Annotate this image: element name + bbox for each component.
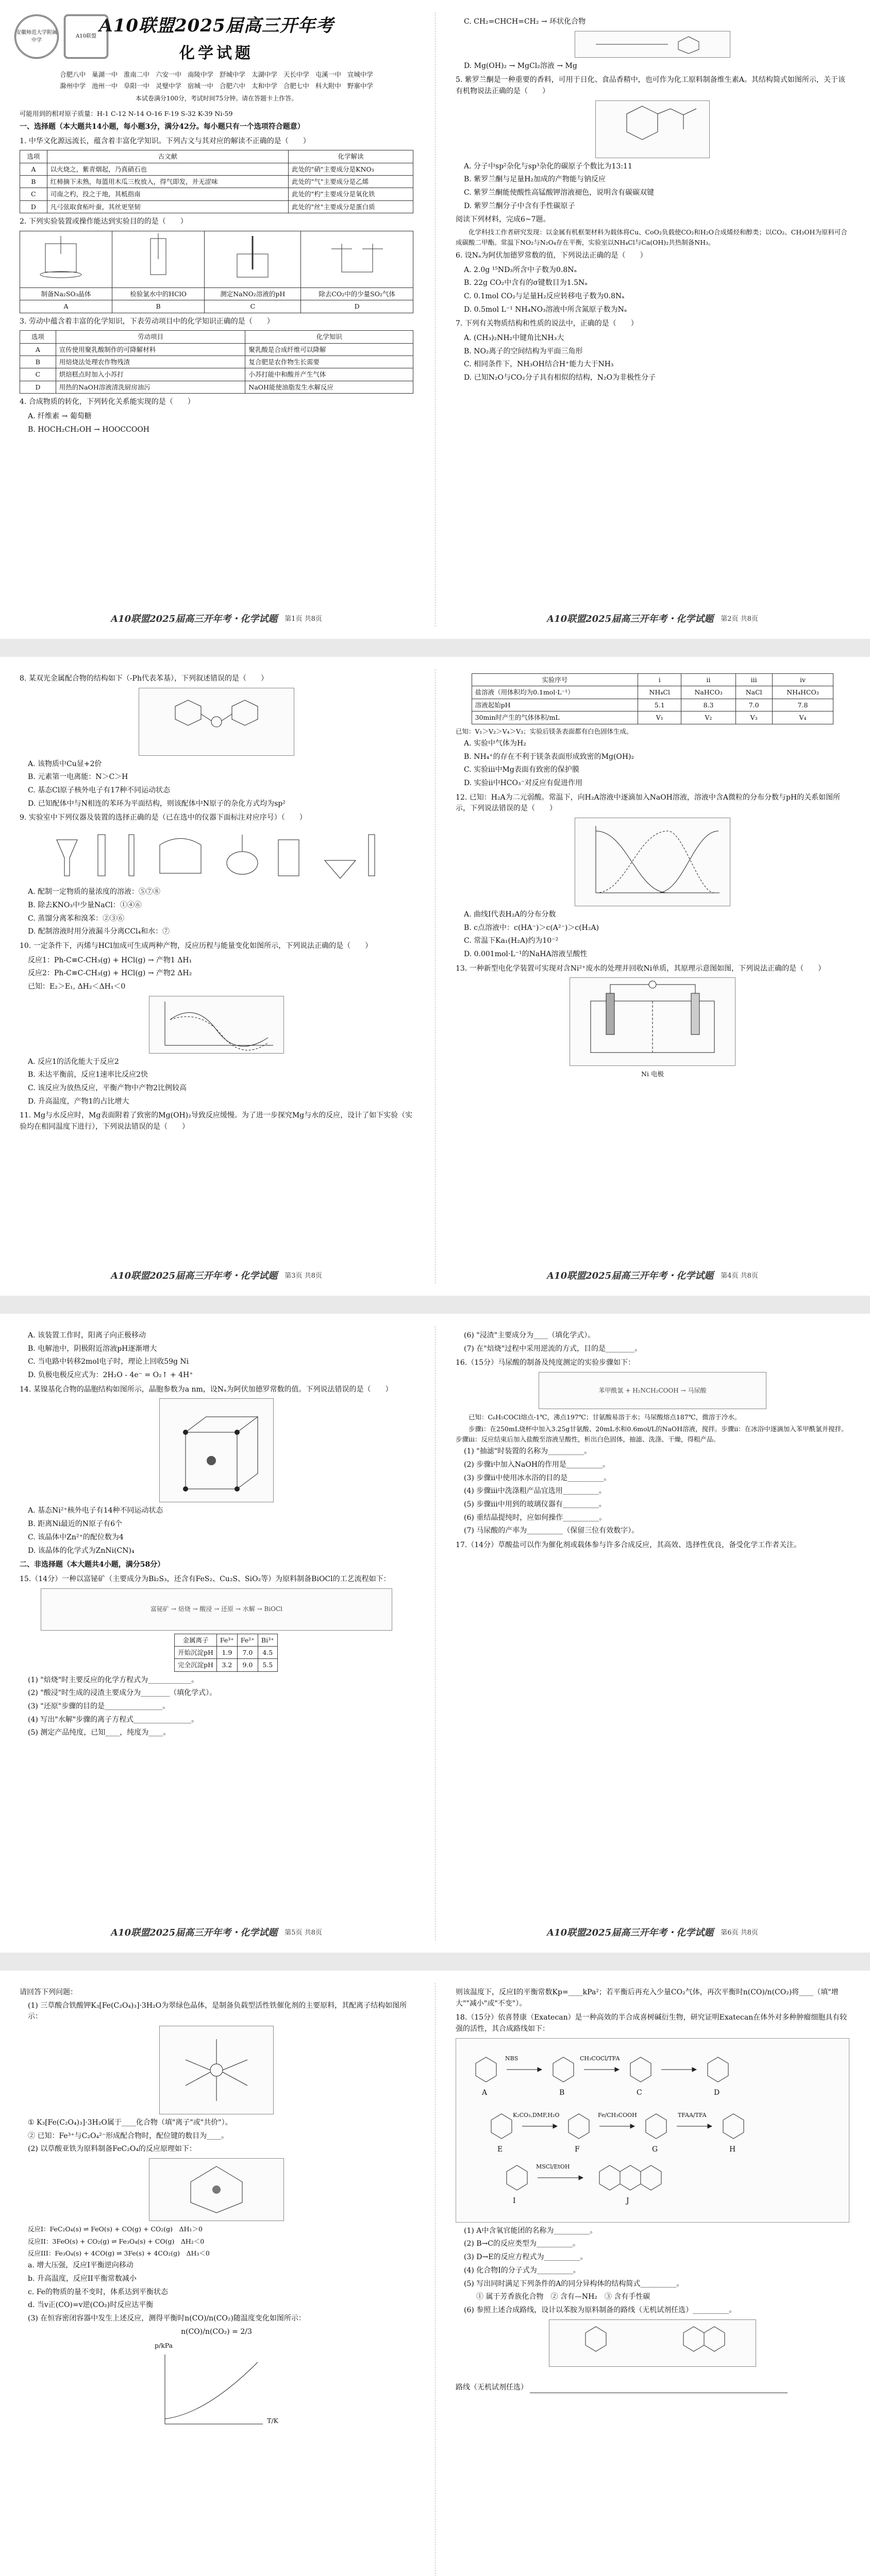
q5-option: D. 紫罗兰酮分子中含有手性碳原子 bbox=[464, 201, 575, 210]
reagent-label: TFAA/TFA bbox=[678, 2111, 707, 2119]
cell: B bbox=[20, 176, 47, 188]
compound-letter: G bbox=[652, 2145, 658, 2154]
q16-sub: (3) 步骤ii中使用冰水浴的目的是__________。 bbox=[464, 1473, 611, 1482]
spread-3 bbox=[0, 1314, 870, 1953]
q11-stem: 11. Mg与水反应时，Mg表面附着了致密的Mg(OH)₂导致反应缓慢。为了进一步探究Mg与水的反应，设计了如下实验（实验均在相同温度下进行），下列说法错误的是（ ） bbox=[20, 1111, 413, 1131]
graph-x-label: T/K bbox=[267, 2417, 278, 2425]
footer-brand: A10联盟2025届高三开年考・化学试题 bbox=[111, 614, 278, 625]
page-number: 第6页 共8页 bbox=[721, 1928, 758, 1937]
cell: 此处的"杓"主要成分是氧化铁 bbox=[289, 188, 413, 200]
page-number: 第1页 共8页 bbox=[285, 615, 322, 623]
q3-th: 劳动项目 bbox=[56, 331, 245, 343]
q8-option: D. 已知配体中与N相连的苯环为平面结构，则该配体中N原子的杂化方式均为sp² bbox=[28, 799, 286, 808]
cell: 小苏打能中和酸并产生气体 bbox=[245, 368, 413, 381]
q11-option: D. 实验ii中HCO₃⁻对反应有促进作用 bbox=[464, 778, 582, 787]
q12-stem: 12. 已知：H₂A为二元弱酸。常温下，向H₂A溶液中逐滴加入NaOH溶液，溶液中含A微粒的分布分数与pH的关系如图所示，下列说法错误的是（ ） bbox=[456, 793, 841, 813]
cell: 1.9 bbox=[216, 1646, 237, 1658]
cell: D bbox=[20, 381, 56, 393]
page-number: 第2页 共8页 bbox=[721, 615, 758, 623]
q10-reaction-1: 反应1：Ph-C≡C-CH₃(g) + HCl(g) → 产物1 ΔH₁ bbox=[28, 956, 192, 964]
q3-th: 化学知识 bbox=[245, 331, 413, 343]
q9-stem: 9. 实验室中下列仪器及装置的选择正确的是（已在选中的仪器下面标注对应序号）（ ） bbox=[20, 814, 307, 822]
q13-stem: 13. 一种新型电化学装置可实现对含Ni²⁺废水的处理并回收Ni单质，其原理示意图如图，下列说法正确的是（ ） bbox=[456, 964, 826, 973]
cell: 聚乳酸是合成纤维可以降解 bbox=[245, 343, 413, 355]
q5-stem: 5. 紫罗兰酮是一种重要的香料，可用于日化、食品香精中，也可作为化工原料制备维生素A。其结构简式如图所示，关于该有机物说法正确的是（ ） bbox=[456, 76, 845, 96]
cell: 5.5 bbox=[258, 1659, 277, 1671]
q7-stem: 7. 下列有关物质结构和性质的说法中，正确的是（ ） bbox=[456, 319, 638, 328]
cell: 4.5 bbox=[258, 1646, 277, 1658]
table-row bbox=[20, 368, 413, 381]
hippuric-reaction-figure bbox=[539, 1372, 766, 1409]
footer-brand: A10联盟2025届高三开年考・化学试题 bbox=[111, 1270, 278, 1282]
cell: 测定NaNO₂溶液的pH bbox=[205, 287, 301, 300]
q6-7-intro: 阅读下列材料，完成6~7题。 bbox=[456, 215, 550, 224]
cell: 除去CO₂中的少量SO₂气体 bbox=[301, 287, 413, 300]
q15-sub: (4) 写出"水解"步骤的离子方程式________________。 bbox=[28, 1715, 199, 1724]
ion-th: Fe²⁺ bbox=[237, 1634, 258, 1646]
q17-ratio: n(CO)/n(CO₂) = 2/3 bbox=[181, 2327, 252, 2336]
cell: 制备Na₂SO₃晶体 bbox=[20, 287, 112, 300]
q3-table bbox=[20, 330, 413, 394]
q12-option: D. 0.001mol·L⁻¹的NaHA溶液呈酸性 bbox=[464, 950, 588, 959]
cell: 9.0 bbox=[237, 1659, 258, 1671]
cell: C bbox=[20, 368, 56, 381]
cell: 溶液起始pH bbox=[472, 699, 638, 711]
q17-sub: (2) 以草酸亚铁为原料制备FeC₂O₄的反应原理如下： bbox=[28, 2145, 196, 2154]
q15-sub: (1) "焙烧"时主要反应的化学方程式为____________。 bbox=[28, 1675, 199, 1684]
q11-th: i bbox=[638, 674, 681, 686]
q17-equation: 反应I：FeC₂O₄(s) ⇌ FeO(s) + CO(g) + CO₂(g) ΔH₁＞0 bbox=[28, 2225, 203, 2233]
q2-apparatus-table bbox=[20, 231, 413, 313]
cell: V₃ bbox=[735, 711, 772, 724]
cell: 以火烧之，紫青烟起，乃真硝石也 bbox=[47, 163, 288, 175]
q8-option: B. 元素第一电离能：N＞C＞H bbox=[28, 773, 128, 782]
compound-letter: A bbox=[482, 2088, 488, 2097]
a10-logo: A10联盟 bbox=[64, 14, 108, 59]
q17-sub: ② 已知：Fe³⁺与C₂O₄²⁻形成配合物时，配位键的数目为____。 bbox=[28, 2131, 229, 2140]
q13-figure-label: Ni 电极 bbox=[641, 1070, 664, 1078]
q18-sub: (2) B→C的反应类型为__________。 bbox=[464, 2240, 580, 2248]
page-5 bbox=[10, 1323, 423, 1943]
ionone-structure-figure bbox=[595, 100, 710, 158]
q17-stem: 17.（14分）草酸盐可以作为催化剂或载体参与许多合成反应，其高效、选择性优良，备受化学工作者关注。 bbox=[456, 1541, 801, 1549]
q1-th: 化学解读 bbox=[289, 150, 413, 163]
q8-option: A. 该物质中Cu显+2价 bbox=[28, 759, 102, 768]
q16-sub: (5) 步骤iii中用到的玻璃仪器有__________。 bbox=[464, 1500, 606, 1509]
cell: NaHCO₃ bbox=[681, 686, 736, 699]
synthesis-route-figure bbox=[456, 2038, 849, 2223]
q4-option-c: C. CH₂=CHCH=CH₂ → 环状化合物 bbox=[464, 18, 586, 26]
target-molecule-figure bbox=[549, 2319, 756, 2367]
q15-sub: (3) "还原"步骤的目的是________________。 bbox=[28, 1702, 170, 1711]
spread-1 bbox=[0, 0, 870, 639]
spread-2 bbox=[0, 657, 870, 1296]
compound-letter: E bbox=[497, 2145, 503, 2154]
q16-sub: (6) 重结晶提纯时，应如何操作__________。 bbox=[464, 1513, 607, 1522]
q17-intro: 请回答下列问题： bbox=[20, 1988, 77, 1996]
cell: 此处的"气"主要成分是乙烯 bbox=[289, 176, 413, 188]
reagent-label: NBS bbox=[505, 2055, 518, 2062]
q13-option: D. 负极电极反应式为：2H₂O - 4e⁻ = O₂↑ + 4H⁺ bbox=[28, 1371, 193, 1380]
q11-option: B. NH₄⁺的存在不利于镁条表面形成致密的Mg(OH)₂ bbox=[464, 752, 634, 761]
section-1-title: 一、选择题（本大题共14小题，每小题3分，满分42分。每小题只有一个选项符合题意） bbox=[20, 122, 305, 131]
synthesis-scheme bbox=[460, 2043, 842, 2208]
compound-letter: B bbox=[559, 2088, 565, 2097]
reagent-label: MSCl/EtOH bbox=[536, 2163, 570, 2170]
q18-conditions: ① 属于芳香族化合物 ② 含有—NH₂ ③ 含有手性碳 bbox=[476, 2293, 650, 2301]
q16-sub: (7) 马尿酸的产率为__________（保留三位有效数字）。 bbox=[464, 1527, 639, 1535]
schools-line-1: 合肥八中 巢湖一中 淮南二中 六安一中 南陵中学 舒城中学 太湖中学 天长中学 屯溪一中 宣城中学 bbox=[60, 71, 373, 79]
q18-sub: (4) 化合物I的分子式为__________。 bbox=[464, 2266, 580, 2275]
cell: A bbox=[20, 300, 112, 313]
page-number: 第5页 共8页 bbox=[285, 1928, 322, 1937]
q10-reaction-2: 反应2：Ph-C≡C-CH₃(g) + HCl(g) → 产物2 ΔH₂ bbox=[28, 969, 192, 978]
q18-route-answer bbox=[456, 2382, 849, 2394]
cell: C bbox=[20, 188, 47, 200]
apparatus-figure bbox=[20, 231, 112, 287]
q15-sub: (5) 测定产品纯度，已知____，纯度为____。 bbox=[28, 1728, 171, 1737]
page-6 bbox=[446, 1323, 859, 1943]
ion-th: 金属离子 bbox=[175, 1634, 217, 1646]
cell: 凡弓弦取食柘叶蚕，其丝更坚韧 bbox=[47, 200, 288, 213]
cell: C bbox=[205, 300, 301, 313]
cell: 此处的"硝"主要成分是KNO₃ bbox=[289, 163, 413, 175]
q1-table bbox=[20, 150, 413, 213]
flow-text: 富铋矿 → 焙烧 → 酸浸 → 还原 → 水解 → BiOCl bbox=[150, 1605, 282, 1613]
compound-letter: D bbox=[714, 2088, 720, 2097]
q14-option: B. 距离Ni最近的N原子有6个 bbox=[28, 1520, 123, 1529]
q18-sub: (6) 参照上述合成路线，设计以苯胺为原料制备的路线（无机试剂任选）__________。 bbox=[464, 2306, 737, 2314]
electrochemical-cell-figure bbox=[570, 977, 735, 1066]
table-row bbox=[20, 343, 413, 355]
cell: 用热的NaOH溶液清洗厨房油污 bbox=[56, 381, 245, 393]
q12-option: C. 常温下Ka₁(H₂A)约为10⁻² bbox=[464, 937, 559, 945]
q10-option: D. 升高温度，产物1的占比增大 bbox=[28, 1097, 129, 1106]
graph-y-label: p/kPa bbox=[155, 2342, 173, 2350]
page-footer bbox=[446, 1266, 859, 1286]
q17-option: b. 升高温度，反应II平衡常数减小 bbox=[28, 2274, 137, 2283]
q11-th: iv bbox=[772, 674, 833, 686]
q17-sub: (3) 在恒容密闭容器中发生上述反应，测得平衡时n(CO)/n(CO₂)随温度变化如图所示： bbox=[28, 2314, 306, 2323]
page-footer bbox=[446, 609, 859, 630]
cell: NaOH能使油脂发生水解反应 bbox=[245, 381, 413, 393]
q18-sub: (3) D→E的反应方程式为__________。 bbox=[464, 2253, 588, 2262]
q11-option: C. 实验iii中Mg表面有致密的保护膜 bbox=[464, 766, 579, 774]
q14-option: D. 该晶体的化学式为ZnNi(CN)₄ bbox=[28, 1546, 135, 1555]
q16-sub: (1) "抽滤"时装置的名称为__________。 bbox=[464, 1447, 592, 1456]
q13-option: B. 电解池中，阴极附近溶液pH逐渐增大 bbox=[28, 1344, 157, 1353]
cell: NH₄HCO₃ bbox=[772, 686, 833, 699]
glassware-figure bbox=[41, 827, 392, 884]
schools-line-2: 滁州中学 池州一中 阜阳一中 灵璧中学 宿城一中 合肥六中 太和中学 合肥七中 科大附中 野寨中学 bbox=[60, 81, 373, 90]
pressure-graph bbox=[155, 2341, 278, 2433]
reaction-text: 苯甲酰氯 + H₂NCH₂COOH → 马尿酸 bbox=[598, 1386, 707, 1394]
q12-option: A. 曲线I代表H₂A的分布分数 bbox=[464, 910, 556, 919]
cell: 7.0 bbox=[237, 1646, 258, 1658]
complex-structure-figure bbox=[139, 688, 294, 756]
table-row bbox=[175, 1646, 278, 1658]
q1-th: 古文献 bbox=[47, 150, 288, 163]
q11-option: A. 实验中气体为H₂ bbox=[464, 739, 526, 748]
q7-option: B. NO₂离子的空间结构为平面三角形 bbox=[464, 347, 583, 355]
cell: 红柿摘下未熟，每篮用木瓜三枚放入，得气即发，并无涩味 bbox=[47, 176, 288, 188]
answer-blank[interactable] bbox=[530, 2385, 788, 2393]
q6-option: D. 0.5mol L⁻¹ NH₄NO₃溶液中所含氮原子数为Nₐ bbox=[464, 305, 627, 314]
q16-sub: (4) 步骤iii中洗涤粗产品宜选用__________。 bbox=[464, 1487, 606, 1496]
q10-stem: 10. 一定条件下，丙烯与HCl加成可生成两种产物，反应历程与能量变化如图所示，下列说法正确的是（ ） bbox=[20, 941, 373, 950]
q8-stem: 8. 某双光金属配合物的结构如下（-Ph代表苯基），下列叙述错误的是（ ） bbox=[20, 674, 268, 683]
q12-option: B. c点溶液中：c(HA⁻)＞c(A²⁻)＞c(H₂A) bbox=[464, 923, 599, 932]
cell: 盐溶液（用体积均为0.1mol·L⁻¹） bbox=[472, 686, 638, 699]
q6-option: C. 0.1mol CO₂与足量H₂反应转移电子数为0.8Nₐ bbox=[464, 292, 625, 300]
cell: NH₄Cl bbox=[638, 686, 681, 699]
q16-sub: (2) 步骤i中加入NaOH的作用是__________。 bbox=[464, 1460, 610, 1469]
page-2 bbox=[446, 9, 859, 630]
q17-option: a. 增大压强，反应I平衡逆向移动 bbox=[28, 2261, 133, 2270]
distribution-curve-figure bbox=[575, 818, 730, 906]
q2-stem: 2. 下列实验装置或操作能达到实验目的的是（ ） bbox=[20, 217, 188, 226]
ferrioxalate-structure-figure bbox=[159, 2026, 274, 2114]
q14-option: A. 基态Ni²⁺核外电子有14种不同运动状态 bbox=[28, 1506, 163, 1515]
q10-option: C. 该反应为放热反应，平衡产物中产物2比例较高 bbox=[28, 1084, 187, 1092]
reagent-label: K₂CO₃,DMF,H₂O bbox=[513, 2111, 560, 2119]
q18-sub: (5) 写出同时满足下列条件的A的同分异构体的结构简式__________。 bbox=[464, 2279, 684, 2288]
school-seal-logo: 安徽师范大学附属中学 bbox=[14, 14, 59, 59]
q16-stem: 16.（15分）马尿酸的制备及纯度测定的实验步骤如下： bbox=[456, 1359, 635, 1367]
page-1 bbox=[10, 9, 423, 630]
apparatus-figure bbox=[112, 231, 205, 287]
q9-option: A. 配制一定物质的量浓度的溶液：⑤⑦⑧ bbox=[28, 888, 161, 896]
cell: A bbox=[20, 343, 56, 355]
q16-steps: 步骤i：在250mL烧杯中加入3.25g甘氨酸、20mL水和0.6mol/L的NaOH溶液，搅拌。步骤ii：在冰浴中逐滴加入苯甲酰氯并搅拌。步骤iii：反应结束后加入盐酸至溶液呈酸性，析出白色固体，抽滤、洗涤、干燥，得粗产品。 bbox=[456, 1425, 848, 1443]
table-row bbox=[20, 188, 413, 200]
q9-option: C. 蒸馏分离苯和溴苯：②③⑥ bbox=[28, 914, 125, 923]
q17-option: c. Fe的物质的量不变时，体系达到平衡状态 bbox=[28, 2287, 168, 2296]
page-number: 第4页 共8页 bbox=[721, 1272, 758, 1280]
page-title: 化学试题 bbox=[179, 44, 254, 62]
page-7 bbox=[10, 1980, 423, 2576]
section-2-title: 二、非选择题（本大题共4小题，满分58分） bbox=[20, 1561, 165, 1569]
page-footer bbox=[10, 1266, 423, 1286]
cell: 司南之杓，投之于地，其柢指南 bbox=[47, 188, 288, 200]
page-4 bbox=[446, 666, 859, 1286]
crystal-cell-figure bbox=[159, 1398, 274, 1502]
q15-sub: (2) "酸浸"时生成的浸渣主要成分为________（填化学式）。 bbox=[28, 1689, 217, 1698]
cell: 用焙烧法处理农作物残渣 bbox=[56, 356, 245, 368]
compound-letter: J bbox=[626, 2196, 629, 2205]
q5-option: A. 分子中sp²杂化与sp³杂化的碳原子个数比为13:11 bbox=[464, 162, 632, 171]
q13-option: C. 当电路中转移2mol电子时，理论上回收59g Ni bbox=[28, 1358, 189, 1366]
exam-brand: A10联盟2025届高三开年考 bbox=[99, 15, 334, 36]
cell: 复合肥是农作物生长需要 bbox=[245, 356, 413, 368]
q18-sub: (1) A中含氧官能团的名称为__________。 bbox=[464, 2226, 597, 2235]
ion-th: Bi³⁺ bbox=[258, 1634, 277, 1646]
q3-stem: 3. 劳动中蕴含着丰富的化学知识，下表劳动项目中的化学知识正确的是（ ） bbox=[20, 317, 274, 326]
cell: V₄ bbox=[772, 711, 833, 724]
q5-option: C. 紫罗兰酮能使酸性高锰酸钾溶液褪色，说明含有碳碳双键 bbox=[464, 189, 655, 197]
page-footer bbox=[10, 1923, 423, 1943]
mno-structure-figure bbox=[149, 2158, 284, 2221]
q6-option: B. 22g CO₂中含有的σ键数目为1.5Nₐ bbox=[464, 279, 588, 287]
compound-letter: C bbox=[637, 2088, 642, 2097]
reaction-figure bbox=[575, 31, 730, 58]
ion-th: Fe³⁺ bbox=[216, 1634, 237, 1646]
cell: B bbox=[20, 356, 56, 368]
cell: D bbox=[301, 300, 413, 313]
cell: 3.2 bbox=[216, 1659, 237, 1671]
q6-7-material: 化学科技工作者研究发现：以金属有机框架材料为载体将Cu、CoO₂负载使CO₂和H₂O合成烯烃和醇类；以CO₂、CH₃OH为原料可合成碳酸二甲酯。常温下NO₂与N₂O₄存在平衡，实验室以NH₄Cl与Ca(OH)₂共热制备NH₃。 bbox=[456, 228, 847, 246]
table-row bbox=[472, 686, 833, 699]
cell: 此处的"丝"主要成分是蛋白质 bbox=[289, 200, 413, 213]
cell: V₂ bbox=[681, 711, 736, 724]
q11-table bbox=[472, 673, 834, 724]
footer-brand: A10联盟2025届高三开年考・化学试题 bbox=[111, 1927, 278, 1939]
compound-letter: H bbox=[729, 2145, 736, 2154]
cell: B bbox=[112, 300, 205, 313]
q15-sub: (6) "浸渣"主要成分为____（填化学式）。 bbox=[464, 1331, 595, 1340]
q17-equation: 反应III：Fe₃O₄(s) + 4CO(g) ⇌ 3Fe(s) + 4CO₂(g) ΔH₃＜0 bbox=[28, 2249, 210, 2257]
process-flow-figure bbox=[41, 1588, 392, 1631]
q13-option: A. 该装置工作时，阳离子向正极移动 bbox=[28, 1331, 146, 1340]
cell: 完全沉淀pH bbox=[175, 1659, 217, 1671]
q7-option: C. 相同条件下，NH₃OH结合H⁺能力大于NH₃ bbox=[464, 360, 614, 369]
cell: V₁ bbox=[638, 711, 681, 724]
page-3 bbox=[10, 666, 423, 1286]
cell: D bbox=[20, 200, 47, 213]
table-row bbox=[20, 356, 413, 368]
cell: 30min时产生的气体体积/mL bbox=[472, 711, 638, 724]
cell: 7.0 bbox=[735, 699, 772, 711]
q15-stem: 15.（14分）一种以富铋矿（主要成分为Bi₂S₃，还含有FeS₂、Cu₂S、SiO₂等）为原料制备BiOCl的工艺流程如下： bbox=[20, 1574, 391, 1583]
footer-brand: A10联盟2025届高三开年考・化学试题 bbox=[547, 1270, 714, 1282]
q4-option-b: B. HOCH₂CH₂OH → HOOCCOOH bbox=[28, 425, 150, 434]
atomic-masses: 可能用到的相对原子质量：H-1 C-12 N-14 O-16 F-19 S-32 K-39 Ni-59 bbox=[20, 109, 233, 117]
q6-option: A. 2.0g ¹⁵ND₃所含中子数为0.8Nₐ bbox=[464, 265, 577, 274]
cell: 烘焙糕点时加入小苏打 bbox=[56, 368, 245, 381]
page-footer bbox=[446, 1923, 859, 1943]
q11-th: 实验序号 bbox=[472, 674, 638, 686]
q17-sub: ① K₃[Fe(C₂O₄)₃]·3H₂O属于____化合物（填"离子"或"共价"）。 bbox=[28, 2119, 232, 2127]
apparatus-figure bbox=[301, 231, 413, 287]
cell: 开始沉淀pH bbox=[175, 1646, 217, 1658]
compound-letter: F bbox=[575, 2145, 580, 2154]
q10-note: 已知：E₂＞E₁, ΔH₂＜ΔH₁＜0 bbox=[28, 982, 126, 991]
q17-sub: (1) 三草酸合铁酸钾K₃[Fe(C₂O₄)₃]·3H₂O为翠绿色晶体，是制备负载型活性铁催化剂的主要原料，其配离子结构如图所示： bbox=[28, 2001, 407, 2021]
cell: 宣传使用聚乳酸制作的可降解材料 bbox=[56, 343, 245, 355]
q1-th: 选项 bbox=[20, 150, 47, 163]
q4-option-d: D. Mg(OH)₂ → MgCl₂溶液 → Mg bbox=[464, 61, 577, 70]
q10-option: A. 反应1的活化能大于反应2 bbox=[28, 1057, 119, 1066]
reagent-label: CH₃COCl/TFA bbox=[580, 2055, 620, 2062]
route-label: 路线（无机试剂任选） bbox=[456, 2383, 528, 2392]
q3-th: 选项 bbox=[20, 331, 56, 343]
reagent-label: Fe/CH₃COOH bbox=[598, 2111, 637, 2119]
q17-equation: 反应II：3FeO(s) + CO₂(g) ⇌ Fe₃O₄(s) + CO(g) ΔH₂＜0 bbox=[28, 2237, 205, 2245]
q7-option: D. 已知N₂O与CO₂分子具有相似的结构，N₂O为非极性分子 bbox=[464, 374, 656, 382]
q11-th: iii bbox=[735, 674, 772, 686]
q11-th: ii bbox=[681, 674, 736, 686]
exam-note: 本试卷满分100分，考试时间75分钟。请在答题卡上作答。 bbox=[135, 94, 298, 102]
q14-stem: 14. 某镍基化合物的晶胞结构如图所示，晶胞参数为a nm，设Nₐ为阿伏加德罗常数的值。下列说法错误的是（ ） bbox=[20, 1385, 393, 1394]
q4-stem: 4. 合成物质的转化，下列转化关系能实现的是（ ） bbox=[20, 398, 195, 406]
q17-option: d. 当v正(CO)=v逆(CO₂)时反应达平衡 bbox=[28, 2301, 154, 2310]
q8-option: C. 基态Cl原子核外电子有17种不同运动状态 bbox=[28, 786, 171, 795]
q14-option: C. 该晶体中Zn²⁺的配位数为4 bbox=[28, 1533, 124, 1541]
table-row bbox=[20, 381, 413, 393]
table-row bbox=[175, 1659, 278, 1671]
energy-profile-figure bbox=[149, 996, 284, 1054]
table-row bbox=[20, 176, 413, 188]
q4-option-a: A. 纤维素 → 葡萄糖 bbox=[28, 412, 92, 420]
q18-stem: 18.（15分）依喜替康（Exatecan）是一种高效的半合成喜树碱衍生物，研究证明Exatecan在体外对多种肿瘤细胞具有较强的活性，其合成路线如下： bbox=[456, 2013, 847, 2033]
q1-stem: 1. 中华文化源远流长，蕴含着丰富化学知识。下列古文与其对应的解读不正确的是（ ） bbox=[20, 137, 310, 145]
cell: NaCl bbox=[735, 686, 772, 699]
q7-option: A. (CH₃)₂NH₂中键角比NH₃大 bbox=[464, 334, 564, 343]
cell: A bbox=[20, 163, 47, 175]
spread-4 bbox=[0, 1971, 870, 2576]
table-row bbox=[20, 163, 413, 175]
q6-stem: 6. 设Nₐ为阿伏加德罗常数的值，下列说法正确的是（ ） bbox=[456, 251, 647, 260]
cell: 8.3 bbox=[681, 699, 736, 711]
compound-letter: I bbox=[513, 2196, 516, 2205]
table-row bbox=[472, 699, 833, 711]
page-8 bbox=[446, 1980, 859, 2576]
footer-brand: A10联盟2025届高三开年考・化学试题 bbox=[547, 1927, 714, 1939]
table-row bbox=[472, 711, 833, 724]
footer-brand: A10联盟2025届高三开年考・化学试题 bbox=[547, 614, 714, 625]
page-footer bbox=[10, 609, 423, 630]
q10-option: B. 未达平衡前，反应1速率比反应2快 bbox=[28, 1071, 148, 1079]
q9-option: B. 除去KNO₃中少量NaCl：①④⑥ bbox=[28, 901, 142, 909]
page-number: 第3页 共8页 bbox=[285, 1272, 322, 1280]
q16-info: 已知：C₆H₅COCl熔点-1℃，沸点197℃；甘氨酸易溶于水；马尿酸熔点187℃，微溶于冷水。 bbox=[469, 1413, 741, 1421]
cell: 7.8 bbox=[772, 699, 833, 711]
q15-sub: (7) 在"焙烧"过程中采用逆流的方式，目的是________。 bbox=[464, 1344, 642, 1353]
table-row bbox=[20, 200, 413, 213]
ion-ph-table bbox=[174, 1634, 278, 1672]
q11-note: 已知：V₁＞V₂＞V₄＞V₃；实验后镁条表面都有白色固体生成。 bbox=[456, 727, 633, 735]
cell: 检验氯水中的HClO bbox=[112, 287, 205, 300]
graph-plot bbox=[155, 2352, 268, 2429]
q17-sub: 则该温度下，反应I的平衡常数Kp=____kPa²；若平衡后再充入少量CO₂气体，再次平衡时n(CO)/n(CO₂)将____（填"增大""减小"或"不变"）。 bbox=[456, 1988, 839, 2008]
cell: 5.1 bbox=[638, 699, 681, 711]
q9-option: D. 配制溶液时用分液漏斗分离CCl₄和水：⑦ bbox=[28, 927, 170, 936]
q5-option: B. 紫罗兰酮与足量H₂加成的产物能与钠反应 bbox=[464, 175, 606, 184]
apparatus-figure bbox=[205, 231, 301, 287]
